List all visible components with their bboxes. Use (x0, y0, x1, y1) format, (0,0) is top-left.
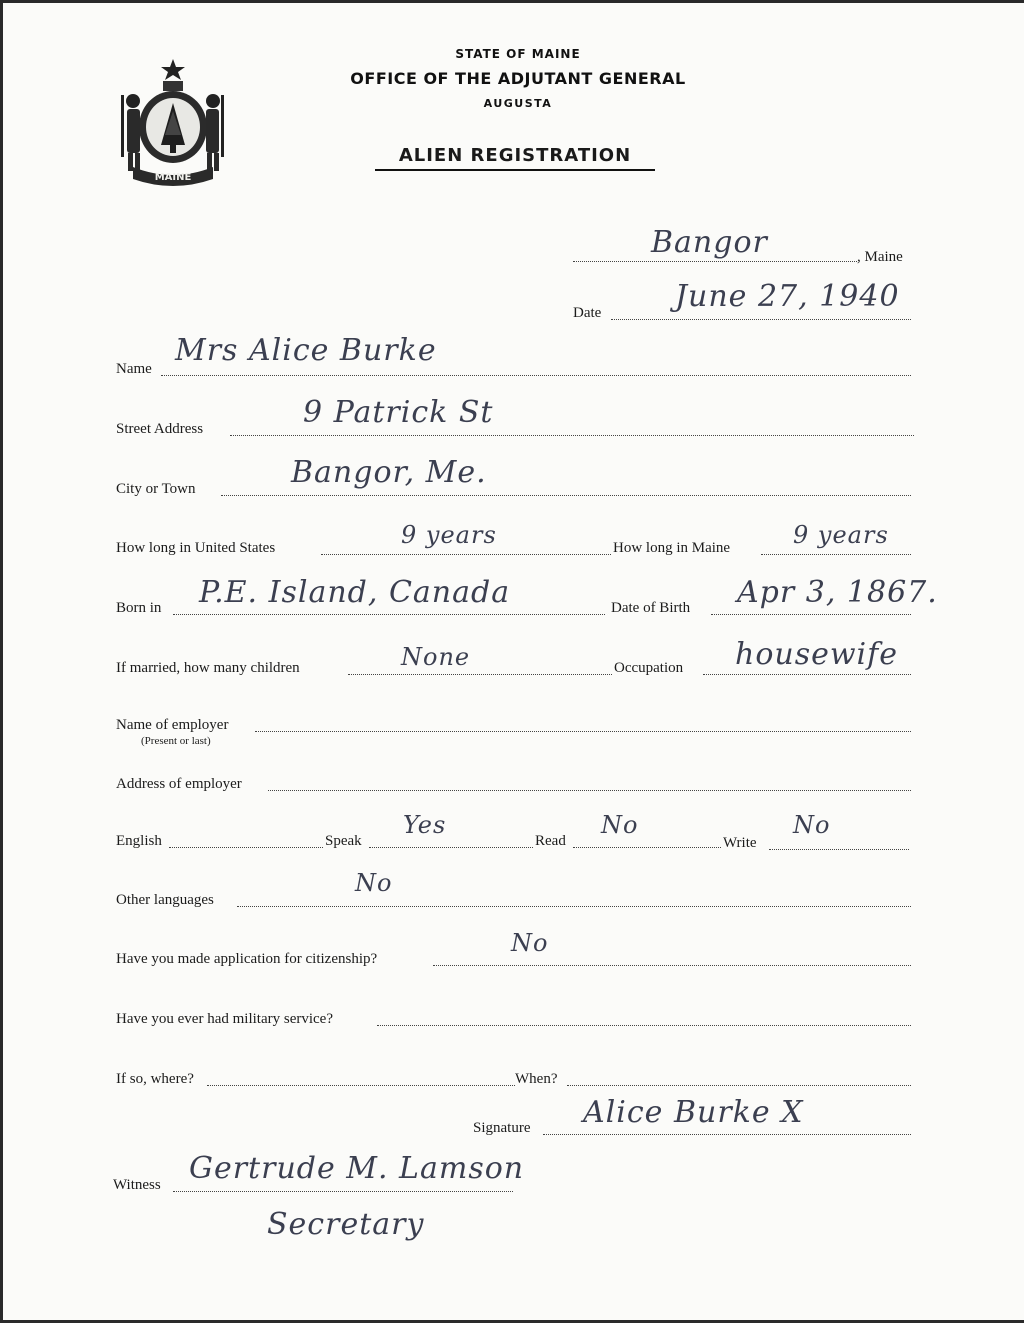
witness-line (173, 1191, 513, 1192)
read-line (573, 847, 721, 848)
military-label: Have you ever had military service? (116, 1011, 333, 1027)
place-suffix-label: , Maine (857, 249, 903, 265)
city-label: City or Town (116, 481, 196, 497)
name-line (161, 375, 911, 376)
born-value[interactable]: P.E. Island, Canada (199, 575, 511, 610)
how-long-us-label: How long in United States (116, 540, 276, 556)
write-line (769, 849, 909, 850)
date-line (611, 319, 911, 320)
signature-value[interactable]: Alice Burke X (583, 1095, 804, 1130)
how-long-maine-label: How long in Maine (613, 540, 731, 556)
speak-line (369, 847, 533, 848)
citizenship-line (433, 965, 911, 966)
when-label: When? (515, 1071, 558, 1087)
street-value[interactable]: 9 Patrick St (303, 395, 494, 430)
born-line (173, 614, 605, 615)
other-languages-line (237, 906, 911, 907)
header-city: AUGUSTA (483, 97, 553, 110)
witness-title-value: Secretary (267, 1207, 425, 1242)
date-value[interactable]: June 27, 1940 (675, 279, 900, 314)
occupation-label: Occupation (614, 660, 684, 676)
read-label: Read (535, 833, 566, 849)
citizenship-label: Have you made application for citizenship? (116, 951, 378, 967)
header-state: STATE OF MAINE (455, 47, 581, 61)
employer-line[interactable] (255, 731, 911, 732)
place-line (573, 261, 857, 262)
citizenship-value[interactable]: No (511, 929, 549, 957)
employer-address-label: Address of employer (116, 776, 242, 792)
form-title: ALIEN REGISTRATION (375, 145, 655, 171)
street-line (230, 435, 914, 436)
name-label: Name (116, 361, 152, 377)
city-line (221, 495, 911, 496)
signature-label: Signature (473, 1120, 531, 1136)
street-label: Street Address (116, 421, 204, 437)
seal-banner-text: MAINE (154, 172, 192, 183)
dob-line (711, 614, 911, 615)
other-languages-value[interactable]: No (355, 869, 393, 897)
city-value[interactable]: Bangor, Me. (291, 455, 487, 490)
employer-label: Name of employer (116, 717, 229, 733)
employer-sub-label: (Present or last) (141, 735, 211, 747)
occupation-line (703, 674, 911, 675)
how-long-maine-value[interactable]: 9 years (793, 521, 889, 549)
speak-value[interactable]: Yes (403, 811, 447, 839)
how-long-us-value[interactable]: 9 years (401, 521, 497, 549)
date-label: Date (573, 305, 602, 321)
english-line (169, 847, 323, 848)
name-value[interactable]: Mrs Alice Burke (175, 333, 437, 368)
employer-address-line[interactable] (268, 790, 911, 791)
occupation-value[interactable]: housewife (735, 637, 898, 672)
dob-value[interactable]: Apr 3, 1867. (737, 575, 938, 610)
write-value[interactable]: No (793, 811, 831, 839)
speak-label: Speak (325, 833, 362, 849)
witness-label: Witness (113, 1177, 161, 1193)
children-label: If married, how many children (116, 660, 300, 676)
signature-line (543, 1134, 911, 1135)
write-label: Write (723, 835, 757, 851)
english-label: English (116, 833, 162, 849)
military-line[interactable] (377, 1025, 911, 1026)
witness-value[interactable]: Gertrude M. Lamson (189, 1151, 525, 1186)
when-line[interactable] (567, 1085, 911, 1086)
where-label: If so, where? (116, 1071, 194, 1087)
how-long-maine-line (761, 554, 911, 555)
children-value[interactable]: None (401, 643, 471, 671)
maine-seal-icon (115, 55, 231, 187)
how-long-us-line (321, 554, 611, 555)
other-languages-label: Other languages (116, 892, 214, 908)
read-value[interactable]: No (601, 811, 639, 839)
born-label: Born in (116, 600, 162, 616)
dob-label: Date of Birth (611, 600, 691, 616)
where-line[interactable] (207, 1085, 515, 1086)
place-value[interactable]: Bangor (651, 225, 768, 260)
children-line (348, 674, 612, 675)
header-office: OFFICE OF THE ADJUTANT GENERAL (350, 69, 686, 88)
